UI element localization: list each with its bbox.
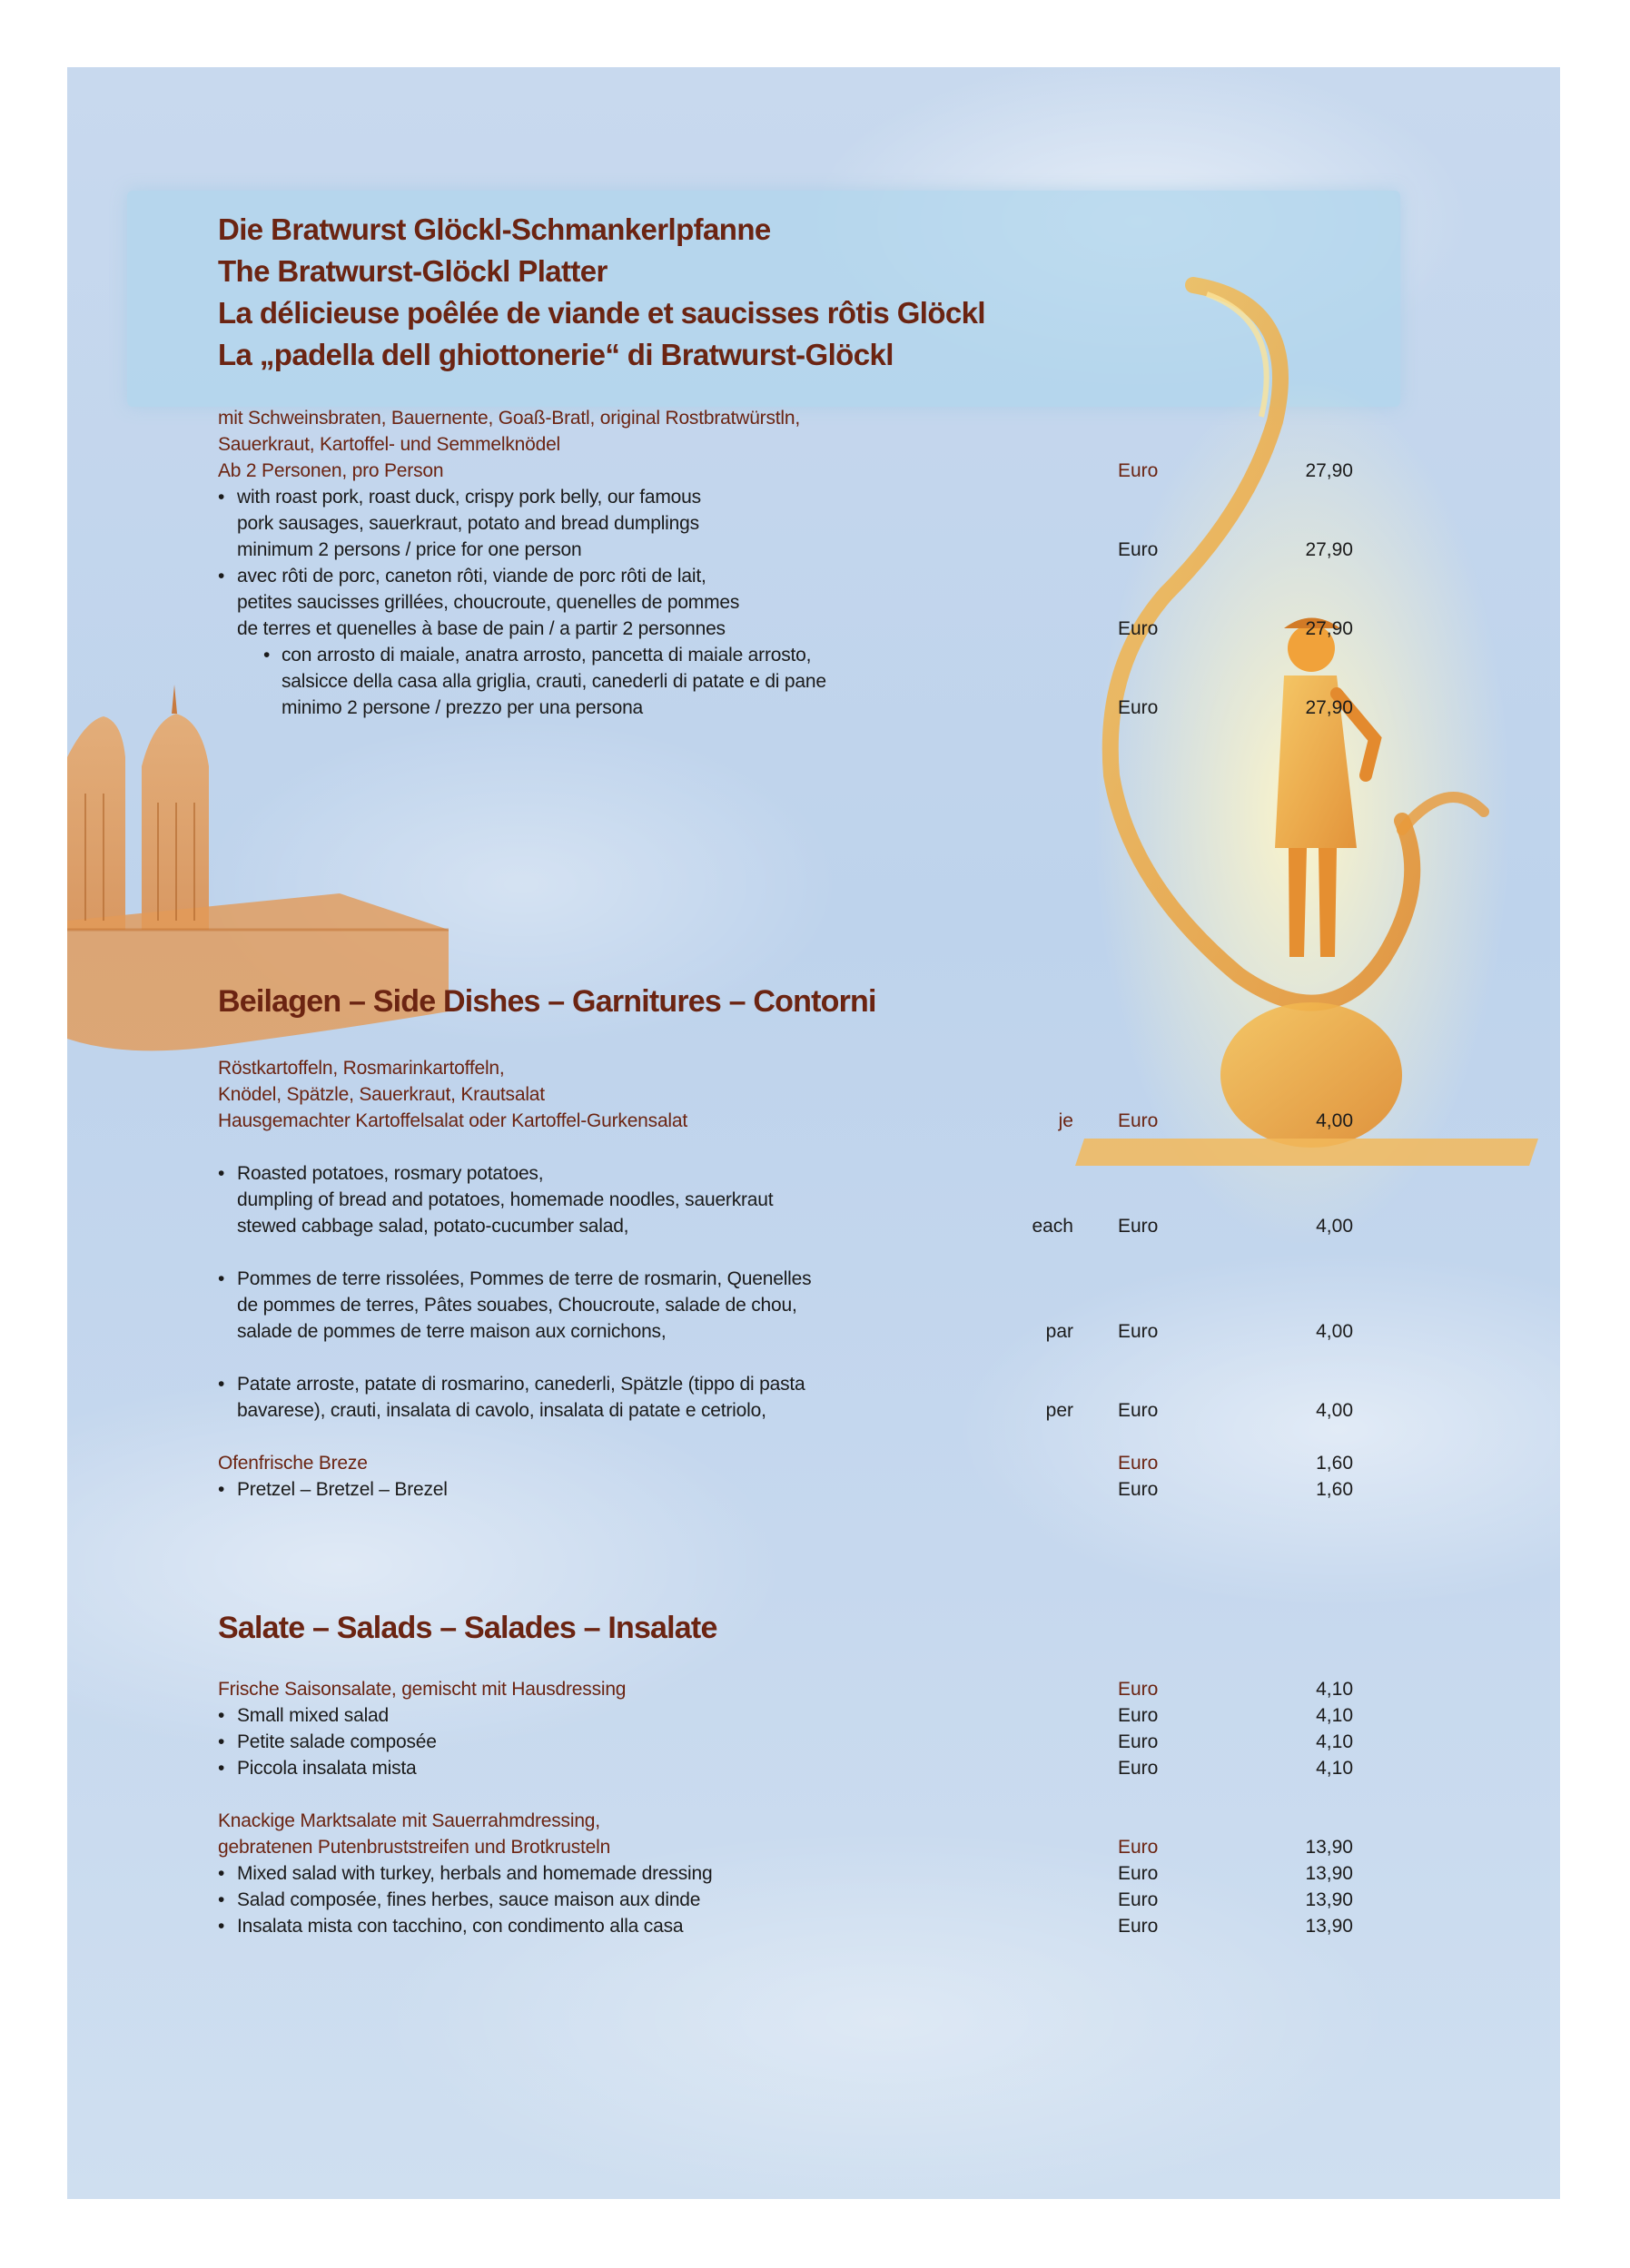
sides-it-price: 4,00: [1316, 1400, 1353, 1421]
salad-small-de-currency: Euro: [1118, 1679, 1159, 1700]
sides-de-price: 4,00: [1316, 1110, 1353, 1131]
bullet-glyph: •: [218, 1374, 225, 1395]
bullet-glyph: •: [218, 1163, 225, 1184]
sides-de-unit: je: [1058, 1110, 1073, 1131]
sides-it-unit: per: [1045, 1400, 1073, 1421]
salad-market-de-line1: Knackige Marktsalate mit Sauerrahmdressing,: [218, 1810, 600, 1831]
platter-en-line2: pork sausages, sauerkraut, potato and bread dumplings: [237, 513, 699, 534]
salad-small-en: Small mixed salad: [237, 1705, 389, 1726]
platter-en-line3: minimum 2 persons / price for one person: [237, 539, 582, 560]
platter-title-it: La „padella dell ghiottonerie“ di Bratwurst-Glöckl: [218, 338, 894, 371]
sides-title: Beilagen – Side Dishes – Garnitures – Contorni: [218, 984, 876, 1019]
bullet-glyph: •: [218, 1731, 225, 1752]
bullet-glyph: •: [218, 1705, 225, 1726]
salad-small-en-currency: Euro: [1118, 1705, 1159, 1726]
platter-fr-line1: avec rôti de porc, caneton rôti, viande de porc rôti de lait,: [237, 566, 706, 587]
sides-fr-line1: Pommes de terre rissolées, Pommes de terre de rosmarin, Quenelles: [237, 1268, 812, 1289]
bullet-glyph: •: [218, 566, 225, 587]
salad-market-it-price: 13,90: [1305, 1916, 1353, 1937]
platter-fr-price: 27,90: [1305, 618, 1353, 639]
bullet-glyph: •: [218, 1916, 225, 1937]
sides-it-line1: Patate arroste, patate di rosmarino, canederli, Spätzle (tippo di pasta: [237, 1374, 805, 1395]
platter-de-line2: Sauerkraut, Kartoffel- und Semmelknödel: [218, 434, 561, 455]
salad-small-fr: Petite salade composée: [237, 1731, 437, 1752]
platter-de-price: 27,90: [1305, 460, 1353, 481]
sides-fr-currency: Euro: [1118, 1321, 1159, 1342]
sides-fr-unit: par: [1045, 1321, 1073, 1342]
platter-it-line3: minimo 2 persone / prezzo per una persona: [282, 697, 644, 718]
bullet-glyph: •: [263, 645, 271, 666]
platter-en-line1: with roast pork, roast duck, crispy pork belly, our famous: [237, 487, 701, 508]
salad-market-en-currency: Euro: [1118, 1863, 1159, 1884]
salad-market-de-line2: gebratenen Putenbruststreifen und Brotkrusteln: [218, 1837, 611, 1858]
sides-de-line2: Knödel, Spätzle, Sauerkraut, Krautsalat: [218, 1084, 545, 1105]
platter-fr-line3: de terres et quenelles à base de pain / a partir 2 personnes: [237, 618, 726, 639]
salad-market-en-price: 13,90: [1305, 1863, 1353, 1884]
sides-en-line2: dumpling of bread and potatoes, homemade noodles, sauerkraut: [237, 1189, 774, 1210]
platter-en-currency: Euro: [1118, 539, 1159, 560]
sides-en-unit: each: [1032, 1216, 1073, 1237]
sides-en-line1: Roasted potatoes, rosmary potatoes,: [237, 1163, 544, 1184]
platter-fr-currency: Euro: [1118, 618, 1159, 639]
breze-de: Ofenfrische Breze: [218, 1453, 368, 1474]
sides-it-line2: bavarese), crauti, insalata di cavolo, insalata di patate e cetriolo,: [237, 1400, 766, 1421]
menu-page: [67, 67, 1560, 2199]
sides-en-currency: Euro: [1118, 1216, 1159, 1237]
platter-it-price: 27,90: [1305, 697, 1353, 718]
sides-fr-line2: de pommes de terres, Pâtes souabes, Choucroute, salade de chou,: [237, 1295, 797, 1316]
salad-small-it: Piccola insalata mista: [237, 1758, 417, 1779]
breze-multi: Pretzel – Bretzel – Brezel: [237, 1479, 448, 1500]
sides-it-currency: Euro: [1118, 1400, 1159, 1421]
salad-small-de: Frische Saisonsalate, gemischt mit Hausdressing: [218, 1679, 627, 1700]
salad-market-it: Insalata mista con tacchino, con condimento alla casa: [237, 1916, 684, 1937]
breze-de-price: 1,60: [1316, 1453, 1353, 1474]
sides-en-line3: stewed cabbage salad, potato-cucumber salad,: [237, 1216, 629, 1237]
sides-de-line1: Röstkartoffeln, Rosmarinkartoffeln,: [218, 1058, 505, 1079]
platter-de-line1: mit Schweinsbraten, Bauernente, Goaß-Bratl, original Rostbratwürstln,: [218, 408, 800, 429]
bullet-glyph: •: [218, 1758, 225, 1779]
sides-de-line3: Hausgemachter Kartoffelsalat oder Kartoffel-Gurkensalat: [218, 1110, 688, 1131]
sides-fr-line3: salade de pommes de terre maison aux cornichons,: [237, 1321, 667, 1342]
bullet-glyph: •: [218, 1889, 225, 1910]
breze-de-currency: Euro: [1118, 1453, 1159, 1474]
sides-fr-price: 4,00: [1316, 1321, 1353, 1342]
platter-title-en: The Bratwurst-Glöckl Platter: [218, 254, 608, 288]
platter-it-line1: con arrosto di maiale, anatra arrosto, pancetta di maiale arrosto,: [282, 645, 812, 666]
platter-en-price: 27,90: [1305, 539, 1353, 560]
salad-small-de-price: 4,10: [1316, 1679, 1353, 1700]
salad-market-de-currency: Euro: [1118, 1837, 1159, 1858]
platter-fr-line2: petites saucisses grillées, choucroute, quenelles de pommes: [237, 592, 740, 613]
sides-en-price: 4,00: [1316, 1216, 1353, 1237]
bullet-glyph: •: [218, 1479, 225, 1500]
bullet-glyph: •: [218, 1268, 225, 1289]
breze-multi-currency: Euro: [1118, 1479, 1159, 1500]
salad-market-it-currency: Euro: [1118, 1916, 1159, 1937]
platter-de-line3: Ab 2 Personen, pro Person: [218, 460, 444, 481]
salad-small-it-currency: Euro: [1118, 1758, 1159, 1779]
salad-market-de-price: 13,90: [1305, 1837, 1353, 1858]
bullet-glyph: •: [218, 1863, 225, 1884]
platter-title-de: Die Bratwurst Glöckl-Schmankerlpfanne: [218, 212, 771, 246]
platter-de-currency: Euro: [1118, 460, 1159, 481]
salad-market-fr-currency: Euro: [1118, 1889, 1159, 1910]
breze-multi-price: 1,60: [1316, 1479, 1353, 1500]
platter-it-currency: Euro: [1118, 697, 1159, 718]
salads-title: Salate – Salads – Salades – Insalate: [218, 1611, 717, 1645]
salad-small-fr-currency: Euro: [1118, 1731, 1159, 1752]
salad-market-en: Mixed salad with turkey, herbals and homemade dressing: [237, 1863, 713, 1884]
salad-market-fr: Salad composée, fines herbes, sauce maison aux dinde: [237, 1889, 701, 1910]
platter-it-line2: salsicce della casa alla griglia, crauti, canederli di patate e di pane: [282, 671, 826, 692]
salad-small-fr-price: 4,10: [1316, 1731, 1353, 1752]
salad-small-en-price: 4,10: [1316, 1705, 1353, 1726]
salad-small-it-price: 4,10: [1316, 1758, 1353, 1779]
sides-de-currency: Euro: [1118, 1110, 1159, 1131]
platter-title-fr: La délicieuse poêlée de viande et saucisses rôtis Glöckl: [218, 296, 985, 330]
salad-market-fr-price: 13,90: [1305, 1889, 1353, 1910]
bullet-glyph: •: [218, 487, 225, 508]
